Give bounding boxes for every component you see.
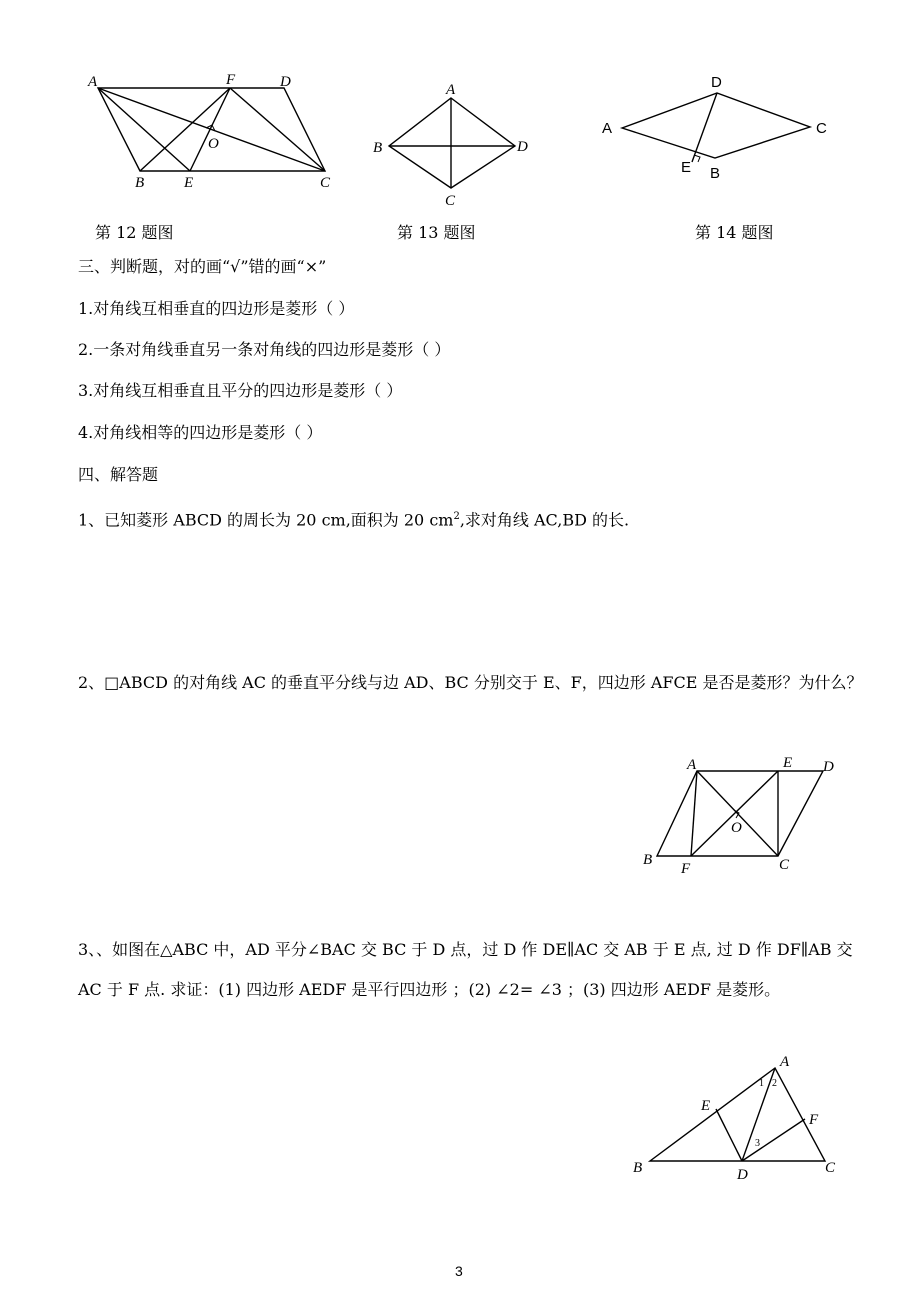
- fig14-label-D: D: [711, 74, 722, 91]
- fig12-label-D: D: [280, 74, 291, 90]
- fig13-label-A: A: [446, 82, 456, 98]
- fig13-caption: 第 13 题图: [397, 223, 476, 242]
- fig12-label-B: B: [135, 175, 145, 191]
- question-1: [78, 506, 629, 531]
- question-2-figure: [635, 752, 850, 880]
- q3-label-A: A: [780, 1054, 790, 1070]
- q2-label-B: B: [643, 852, 653, 868]
- fig12-caption: 第 12 题图: [95, 223, 174, 242]
- q3-label-B: B: [633, 1160, 643, 1176]
- q2-label-E: E: [783, 755, 793, 771]
- figure-12-lines: [98, 88, 325, 171]
- question-2-figure-lines: [657, 771, 823, 856]
- q3-label-F: F: [809, 1112, 819, 1128]
- section3-heading: 三、判断题，对的画“√”错的画“×”: [78, 257, 327, 276]
- figure-14: [595, 70, 840, 185]
- q3-angle-1: 1: [759, 1078, 764, 1089]
- fig14-label-C: C: [816, 120, 827, 137]
- fig14-label-A: A: [602, 120, 613, 137]
- fig12-label-C: C: [320, 175, 331, 191]
- fig14-label-E: E: [681, 159, 692, 176]
- q2-label-F: F: [681, 861, 691, 877]
- q3-angle-2: 2: [772, 1078, 777, 1089]
- section4-heading: 四、解答题: [78, 465, 159, 484]
- question-3-text: 3、、如图在△ABC 中，AD 平分∠BAC 交 BC 于 D 点，过 D 作 DE∥AC 交 AB 于 E 点, 过 D 作 DF∥AB 交 AC 于 F 点. 求证：(1) 四边形 AEDF 是平行四边形 ；(2) ∠2= ∠3 ；(3) 四边形 AEDF 是菱形。: [78, 940, 853, 999]
- q3-label-D: D: [737, 1167, 748, 1183]
- figure-13: [365, 78, 540, 208]
- fig14-label-B: B: [710, 165, 721, 182]
- fig12-label-A: A: [88, 74, 98, 90]
- page-number: 3: [455, 1263, 463, 1279]
- question-1-text-a: 1、已知菱形 ABCD 的周长为 20 cm,面积为 20 cm: [78, 510, 454, 530]
- fig14-caption: 第 14 题图: [695, 223, 774, 242]
- q2-label-C: C: [779, 857, 790, 873]
- question-3-figure: [625, 1048, 855, 1183]
- figure-14-lines: [622, 93, 810, 162]
- figure-12: [80, 70, 350, 195]
- question-1-superscript: 2: [453, 511, 460, 522]
- question-1-text-b: ,求对角线 AC,BD 的长.: [459, 510, 630, 530]
- figure-13-lines: [389, 98, 515, 188]
- question-2-text: 2、□ABCD 的对角线 AC 的垂直平分线与边 AD、BC 分别交于 E、F，四边形 AFCE 是否是菱形？为什么？: [78, 673, 863, 692]
- judge-item-3: 3.对角线互相垂直且平分的四边形是菱形（ ）: [78, 381, 403, 400]
- judge-item-1: 1.对角线互相垂直的四边形是菱形（ ）: [78, 299, 355, 318]
- fig12-label-O: O: [208, 136, 219, 152]
- q2-label-D: D: [823, 759, 834, 775]
- fig12-label-E: E: [184, 175, 194, 191]
- fig13-label-D: D: [517, 139, 528, 155]
- q3-angle-3: 3: [755, 1138, 760, 1149]
- fig13-label-C: C: [445, 193, 456, 208]
- judge-item-2: 2.一条对角线垂直另一条对角线的四边形是菱形（ ）: [78, 340, 451, 359]
- q2-label-A: A: [687, 757, 697, 773]
- fig12-label-F: F: [226, 72, 236, 88]
- fig13-label-B: B: [373, 140, 383, 156]
- q2-label-O: O: [731, 820, 742, 836]
- q3-label-E: E: [701, 1098, 711, 1114]
- question-3-figure-lines: [650, 1068, 825, 1161]
- q3-label-C: C: [825, 1160, 836, 1176]
- judge-item-4: 4.对角线相等的四边形是菱形（ ）: [78, 423, 323, 442]
